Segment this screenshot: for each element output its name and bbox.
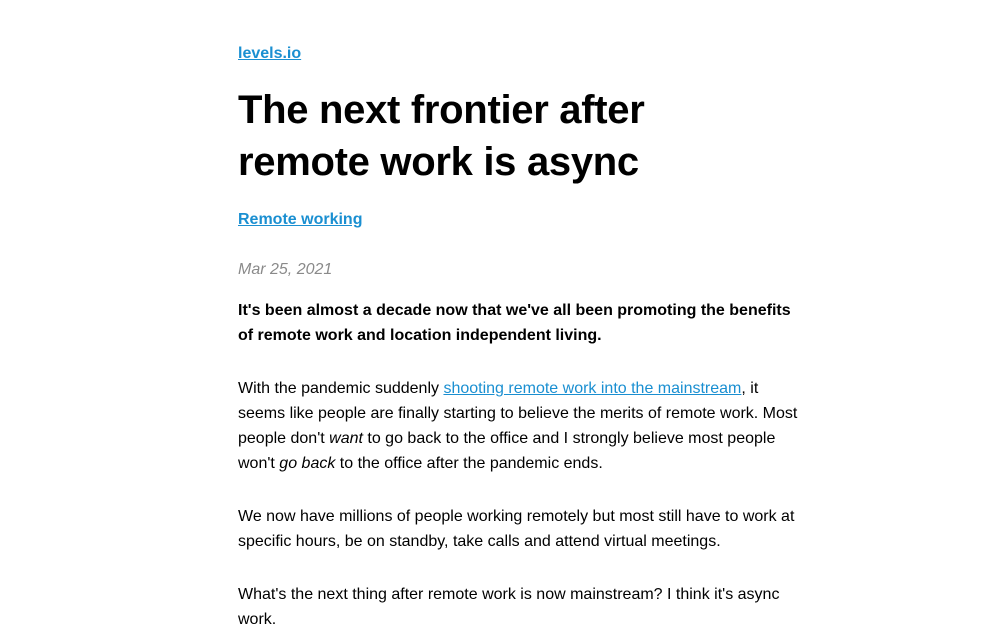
- emphasis-text: go back: [279, 455, 336, 472]
- site-home-link[interactable]: levels.io: [238, 45, 302, 62]
- lead-paragraph: It's been almost a decade now that we've all been promoting the benefits of remote work and location independent living.: [238, 302, 791, 344]
- paragraph-text: to go back to the office and I strongly believe most people won't: [238, 430, 776, 472]
- mainstream-article-link[interactable]: shooting remote work into the mainstream: [443, 380, 742, 397]
- article-title-line-1: The next frontier after: [238, 88, 645, 132]
- emphasis-text: want: [329, 430, 363, 447]
- paragraph-text: to the office after the pandemic ends.: [335, 455, 603, 472]
- paragraph-pandemic: [238, 376, 798, 476]
- paragraph-millions: We now have millions of people working remotely but most still have to work at specific hours, be on standby, take calls and attend virtual meetings.: [238, 508, 795, 550]
- paragraph-text: With the pandemic suddenly: [238, 380, 444, 397]
- article-title-line-2: remote work is async: [238, 140, 639, 184]
- paragraph-text: , it seems like people are finally starting to believe the merits of remote work. Most people don't: [238, 380, 798, 447]
- paragraph-async: What's the next thing after remote work is now mainstream? I think it's async work.: [238, 586, 780, 626]
- article-title: [238, 84, 698, 188]
- publish-date: Mar 25, 2021: [238, 261, 333, 278]
- article: [238, 44, 798, 626]
- category-link[interactable]: Remote working: [238, 211, 363, 228]
